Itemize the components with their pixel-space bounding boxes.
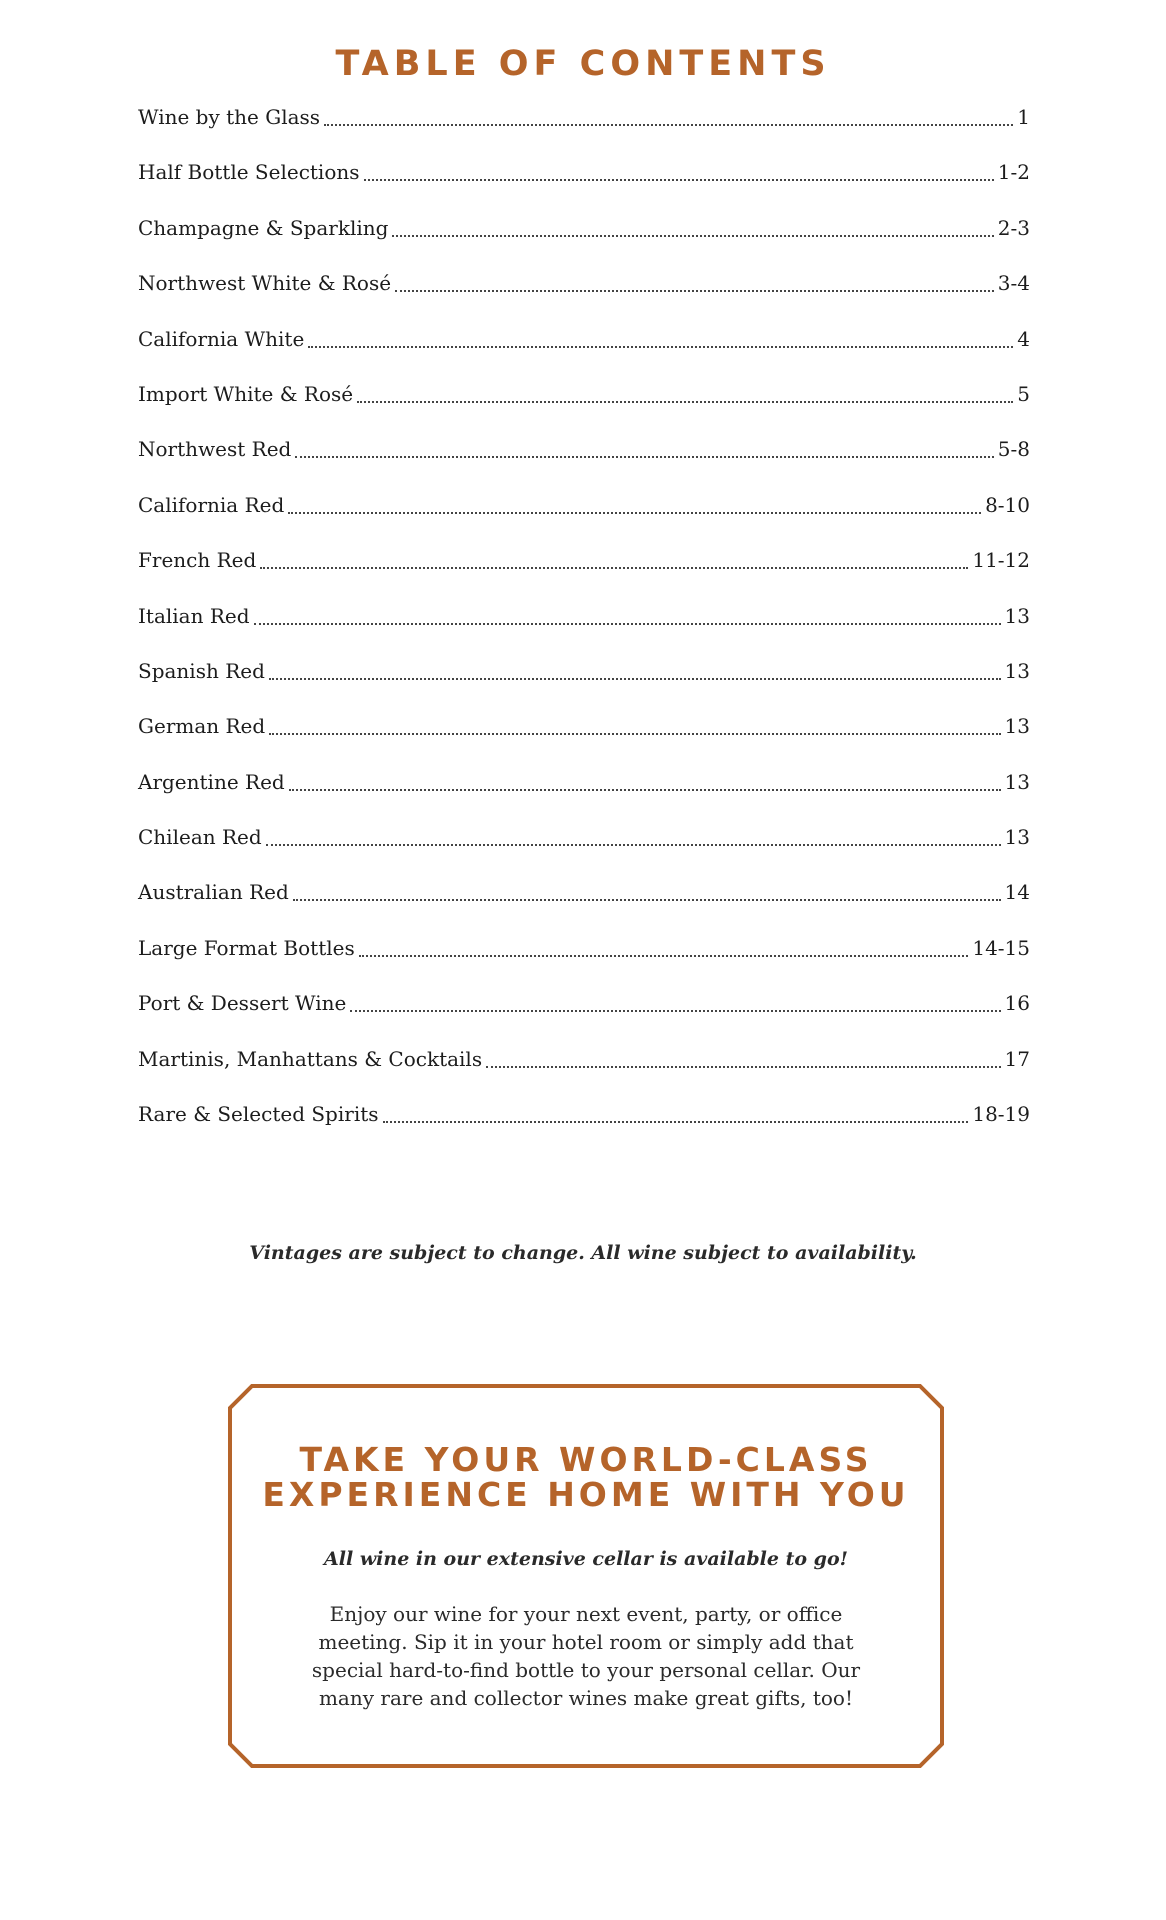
toc-entry-page: 14-15 — [972, 935, 1030, 960]
promo-body-line: meeting. Sip it in your hotel room or simply add that — [318, 1630, 854, 1654]
toc-entry-label: French Red — [138, 548, 257, 573]
toc-entry-page: 8-10 — [985, 492, 1030, 517]
toc-entry — [138, 935, 1030, 990]
promo-heading-line: TAKE YOUR WORLD-CLASS — [299, 1440, 873, 1479]
toc-entry-page: 1 — [1017, 105, 1030, 129]
toc-entry-label: Half Bottle Selections — [138, 160, 360, 185]
promo-heading-line: EXPERIENCE HOME WITH YOU — [262, 1475, 910, 1514]
toc-entry-label: Northwest Red — [138, 437, 292, 462]
dot-leader — [289, 769, 1001, 791]
toc-entry-page: 5-8 — [997, 437, 1030, 462]
toc-entry — [138, 159, 1030, 214]
dot-leader — [364, 159, 994, 181]
toc-entry-label: Spanish Red — [138, 658, 265, 683]
toc-entry — [138, 547, 1030, 602]
toc-entry-page: 13 — [1004, 658, 1030, 683]
toc-entry-page: 2-3 — [997, 215, 1030, 240]
toc-entry-label: Large Format Bottles — [138, 935, 355, 960]
toc-entry-label: Import White & Rosé — [138, 381, 354, 406]
promo-body-line: Enjoy our wine for your next event, party, or office — [329, 1602, 843, 1626]
toc-entry — [138, 492, 1030, 547]
toc-entry — [138, 769, 1030, 824]
toc-entry — [138, 270, 1030, 325]
dot-leader — [269, 713, 1000, 735]
dot-leader — [395, 270, 994, 292]
toc-entry-label: Champagne & Sparkling — [138, 215, 389, 240]
toc-entry-page: 18-19 — [972, 1102, 1030, 1127]
toc-entry-label: Chilean Red — [138, 825, 262, 850]
toc-entry — [138, 1046, 1030, 1101]
dot-leader — [350, 990, 1000, 1012]
dot-leader — [260, 547, 968, 569]
toc-entry-label: Port & Dessert Wine — [138, 991, 347, 1016]
promo-body-line: special hard-to-find bottle to your personal cellar. Our — [311, 1658, 861, 1682]
toc-entry-label: Argentine Red — [138, 769, 285, 794]
toc-entry — [138, 603, 1030, 658]
toc-entry-label: German Red — [138, 714, 266, 739]
toc-entry-label: California Red — [138, 492, 285, 517]
toc-entry-label: Northwest White & Rosé — [138, 271, 392, 296]
toc-entry — [138, 990, 1030, 1045]
promo-tagline: All wine in our extensive cellar is available to go! — [324, 1548, 848, 1570]
dot-leader — [288, 492, 981, 514]
toc-entry-label: Wine by the Glass — [138, 105, 321, 129]
page-title: TABLE OF CONTENTS — [335, 44, 831, 84]
promo-body — [286, 1600, 886, 1712]
toc-entry-page: 13 — [1004, 714, 1030, 739]
toc-entry — [138, 1101, 1030, 1156]
dot-leader — [269, 658, 1001, 680]
toc-entry — [138, 879, 1030, 934]
promo-heading — [228, 1442, 944, 1512]
toc-entry — [138, 713, 1030, 768]
toc-entry — [138, 436, 1030, 491]
to-go-promo-box — [228, 1384, 944, 1768]
dot-leader — [308, 326, 1013, 348]
dot-leader — [295, 436, 993, 458]
dot-leader — [266, 824, 1001, 846]
toc-entry-page: 13 — [1004, 825, 1030, 850]
toc-entry-page: 13 — [1004, 769, 1030, 794]
toc-entry — [138, 381, 1030, 436]
toc-entry-page: 14 — [1004, 880, 1030, 905]
dot-leader — [254, 603, 1001, 625]
toc-entry — [138, 215, 1030, 270]
toc-entry-label: California White — [138, 326, 305, 351]
promo-body-line: many rare and collector wines make great gifts, too! — [318, 1686, 854, 1710]
toc-entry-page: 16 — [1004, 991, 1030, 1016]
toc-entry-page: 5 — [1017, 381, 1030, 406]
toc-entry — [138, 326, 1030, 381]
toc-entry-page: 11-12 — [972, 548, 1030, 573]
toc-entry-page: 17 — [1004, 1046, 1030, 1071]
dot-leader — [383, 1101, 969, 1123]
dot-leader — [359, 935, 969, 957]
toc-entry-label: Martinis, Manhattans & Cocktails — [138, 1046, 483, 1071]
dot-leader — [324, 104, 1013, 126]
dot-leader — [392, 215, 993, 237]
dot-leader — [357, 381, 1013, 403]
toc-entry-label: Rare & Selected Spirits — [138, 1102, 379, 1127]
dot-leader — [293, 879, 1001, 901]
toc-entry — [138, 658, 1030, 713]
toc-entry-page: 1-2 — [997, 160, 1030, 185]
toc-entry — [138, 824, 1030, 879]
toc-entry — [138, 104, 1030, 159]
toc-entry-label: Australian Red — [138, 880, 289, 905]
dot-leader — [486, 1046, 1000, 1068]
toc-entry-page: 4 — [1017, 326, 1030, 351]
toc-entry-label: Italian Red — [138, 603, 250, 628]
toc-list — [138, 104, 1030, 1156]
availability-disclaimer: Vintages are subject to change. All wine subject to availability. — [249, 1242, 917, 1264]
toc-entry-page: 3-4 — [997, 271, 1030, 296]
toc-entry-page: 13 — [1004, 603, 1030, 628]
